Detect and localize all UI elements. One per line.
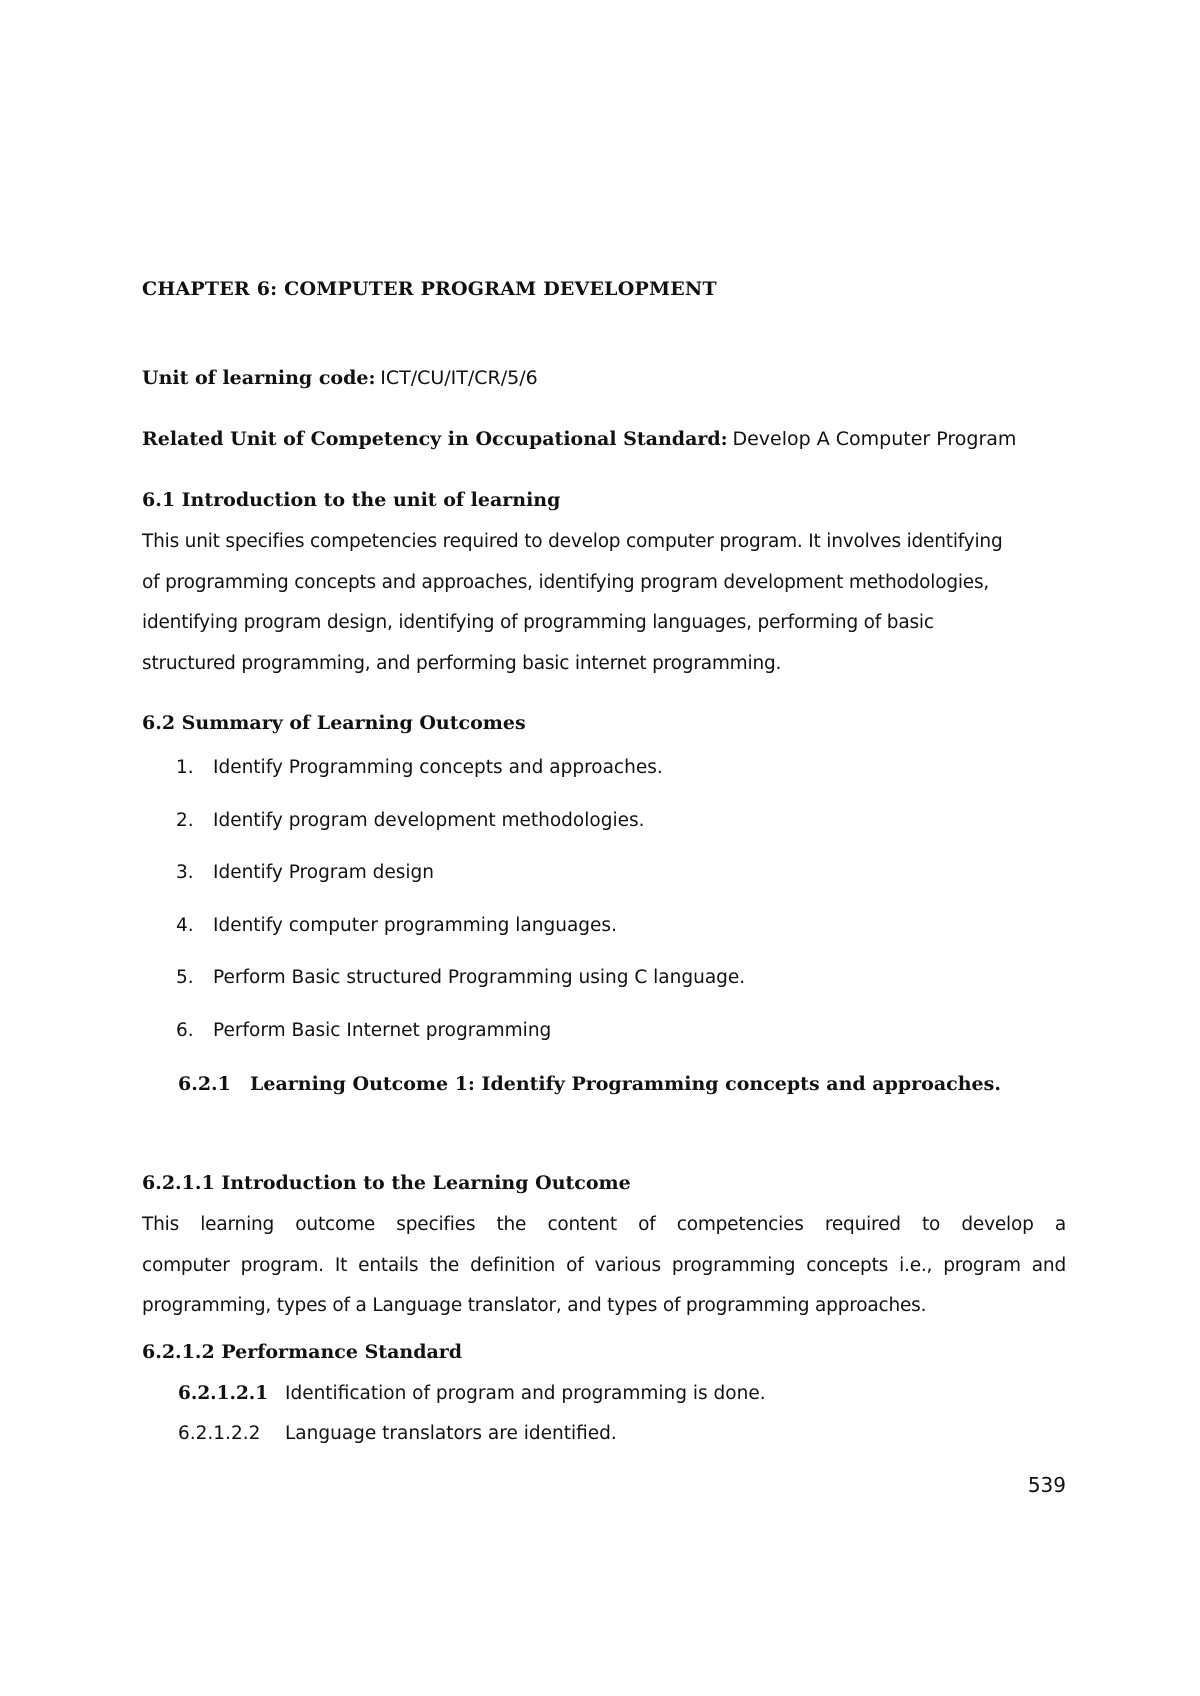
- section-6-2-1-1-heading: 6.2.1.1 Introduction to the Learning Outcome: [142, 1172, 631, 1194]
- performance-standard-text: Language translators are identified.: [285, 1423, 617, 1444]
- list-item-text: Identify program development methodologies.: [213, 809, 645, 831]
- page-number: 539: [1027, 1473, 1066, 1497]
- list-item: [142, 1020, 1066, 1073]
- paragraph-line: of programming concepts and approaches, identifying program development methodologies,: [142, 571, 990, 593]
- related-unit-label: Related Unit of Competency in Occupational Standard:: [142, 428, 728, 450]
- section-6-2-heading: 6.2 Summary of Learning Outcomes: [142, 712, 526, 734]
- section-number: 6.2.1: [178, 1073, 231, 1095]
- list-item: [142, 862, 1066, 915]
- list-item: [142, 757, 1066, 810]
- list-item-text: Identify Program design: [213, 862, 435, 883]
- list-item-number: 1.: [176, 757, 194, 778]
- list-item-number: 2.: [176, 809, 194, 831]
- related-unit-line: [142, 428, 1016, 451]
- unit-code-value: ICT/CU/IT/CR/5/6: [380, 367, 538, 389]
- chapter-title: CHAPTER 6: COMPUTER PROGRAM DEVELOPMENT: [142, 278, 717, 300]
- list-item-text: Identify Programming concepts and approaches.: [213, 757, 663, 778]
- list-item-number: 6.: [176, 1019, 194, 1041]
- performance-standard-number: 6.2.1.2.2: [178, 1423, 261, 1444]
- paragraph-line: structured programming, and performing basic internet programming.: [142, 652, 782, 674]
- list-item-number: 5.: [176, 967, 194, 988]
- related-unit-value: Develop A Computer Program: [732, 428, 1017, 450]
- list-item-number: 3.: [176, 862, 194, 883]
- section-6-2-1-2-heading: 6.2.1.2 Performance Standard: [142, 1341, 463, 1363]
- performance-standard-text: Identification of program and programming is done.: [285, 1383, 766, 1404]
- section-6-2-1-1-paragraph: [142, 1205, 1066, 1327]
- paragraph-line: programming, types of a Language translator, and types of programming approaches.: [142, 1295, 927, 1316]
- paragraph-line: identifying program design, identifying of programming languages, performing of basic: [142, 612, 934, 633]
- paragraph-line: computer program. It entails the definition of various programming concepts i.e., program and: [142, 1254, 1066, 1276]
- paragraph-line: This unit specifies competencies required to develop computer program. It involves identifying: [142, 531, 1003, 552]
- list-item: [142, 915, 1066, 968]
- list-item-number: 4.: [176, 914, 194, 936]
- unit-code-line: [142, 367, 538, 390]
- list-item: [142, 810, 1066, 863]
- section-6-1-paragraph: [142, 522, 1066, 684]
- section-6-1-heading: 6.1 Introduction to the unit of learning: [142, 489, 561, 511]
- list-item-text: Identify computer programming languages.: [213, 914, 617, 936]
- list-item-text: Perform Basic Internet programming: [213, 1019, 552, 1041]
- list-item-text: Perform Basic structured Programming using C language.: [213, 967, 746, 988]
- learning-outcomes-list: [142, 757, 1066, 1072]
- section-title: Learning Outcome 1: Identify Programming concepts and approaches.: [250, 1073, 1001, 1095]
- performance-standard-number: 6.2.1.2.1: [178, 1383, 269, 1404]
- list-item: [142, 967, 1066, 1020]
- unit-code-label: Unit of learning code:: [142, 367, 376, 389]
- paragraph-line: This learning outcome specifies the content of competencies required to develop a: [142, 1214, 1066, 1235]
